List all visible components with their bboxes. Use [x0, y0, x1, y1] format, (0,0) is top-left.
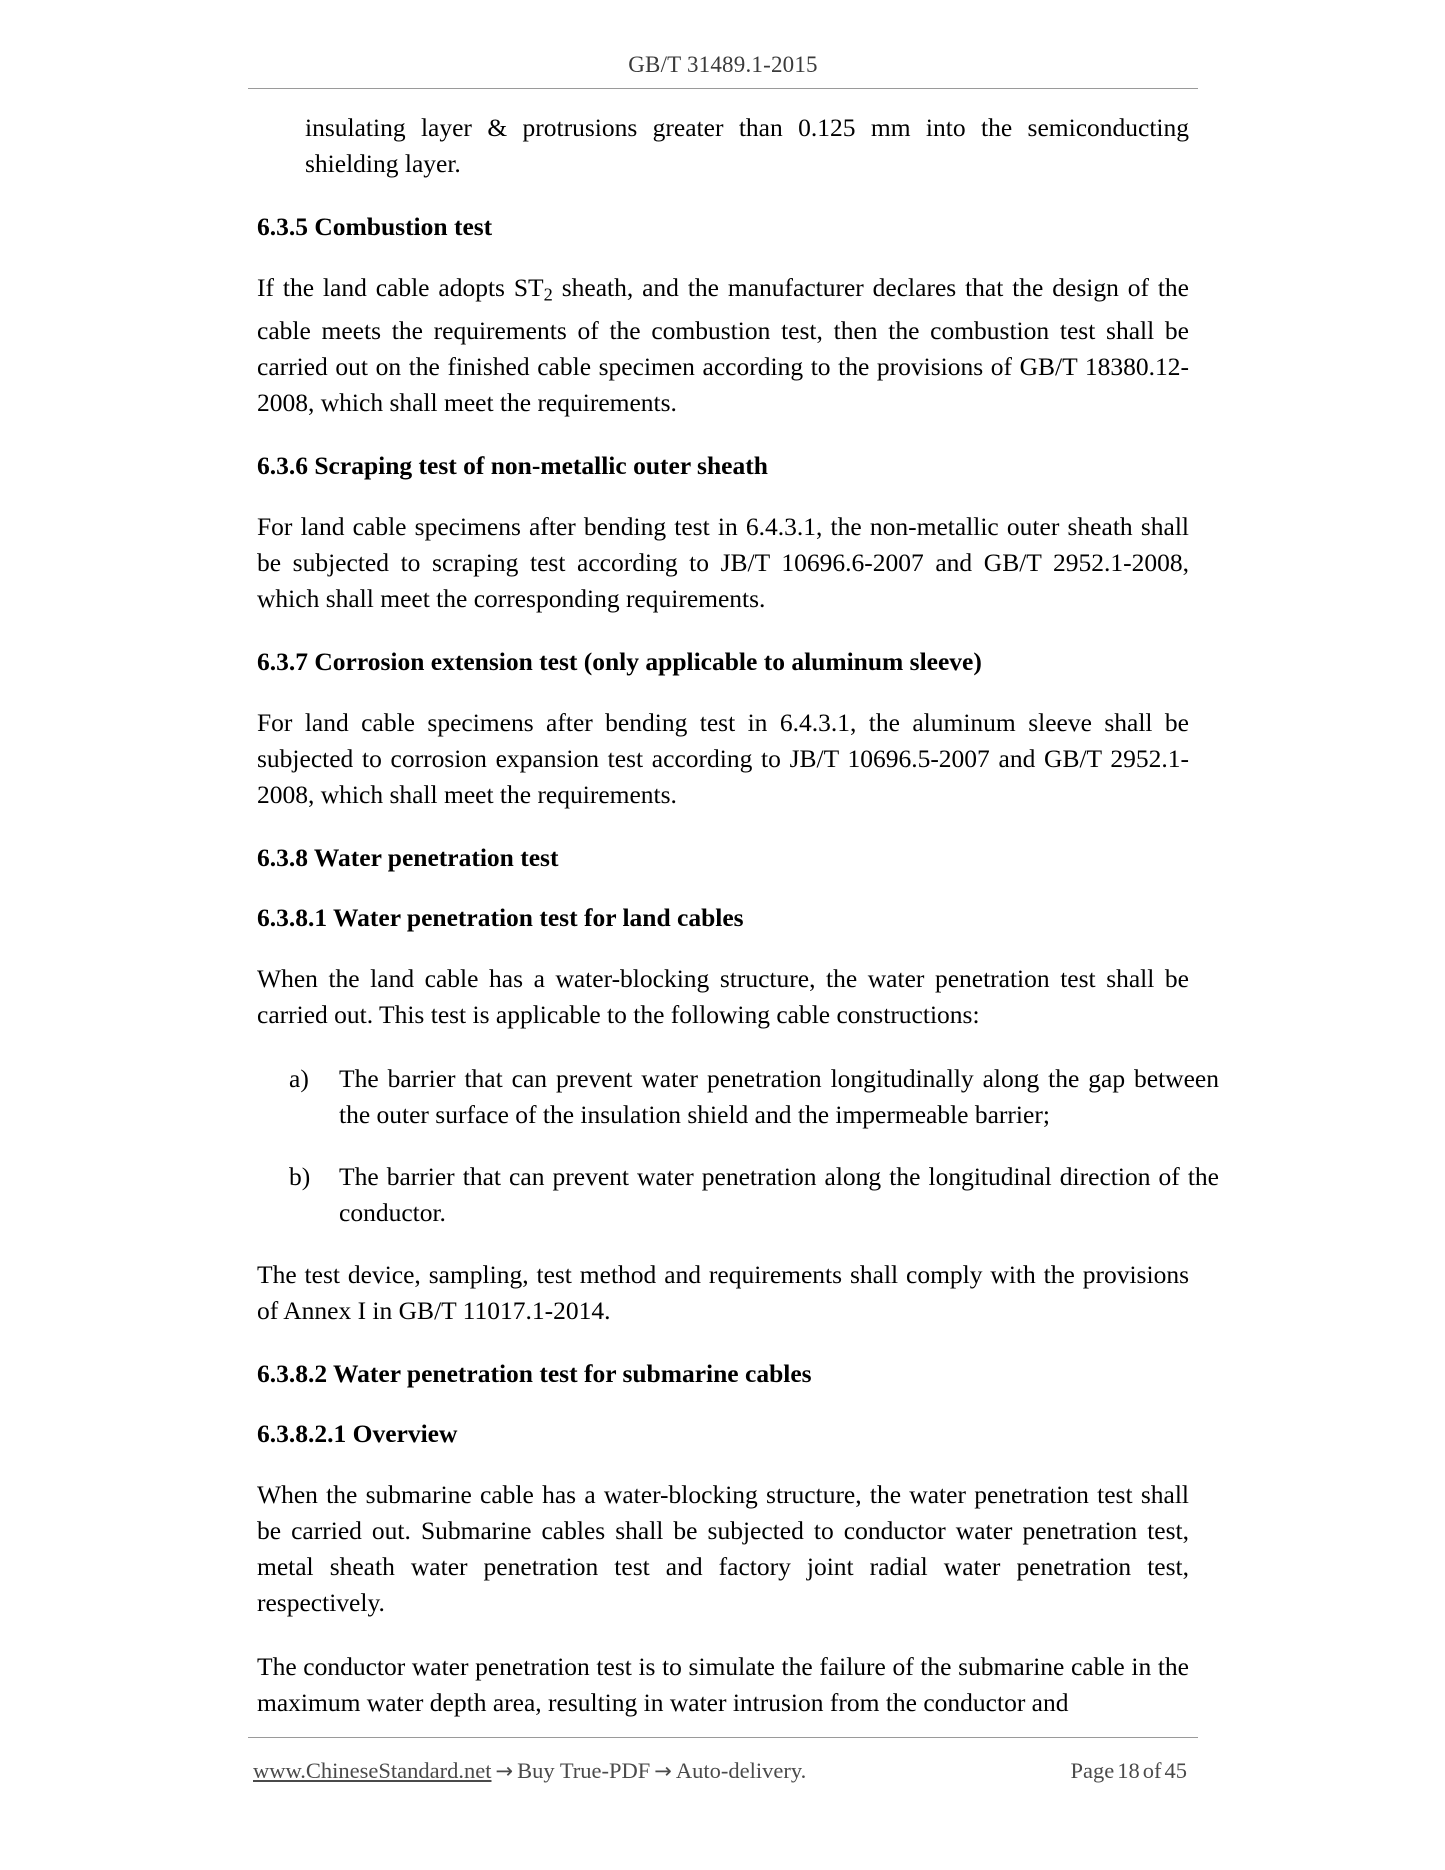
heading-6-3-7: 6.3.7 Corrosion extension test (only applicable to aluminum sleeve): [257, 646, 982, 676]
footer-delivery-text: Auto-delivery.: [675, 1758, 807, 1783]
list-item-text: The barrier that can prevent water penetration along the longitudinal direction of the conductor.: [339, 1161, 1219, 1227]
st2-subscript: 2: [543, 284, 553, 305]
cable-construction-list: [257, 1061, 1219, 1231]
list-item: [289, 1159, 1219, 1231]
list-item-marker: b): [289, 1161, 311, 1191]
paragraph-6-3-8-2-1-a: When the submarine cable has a water-blocking structure, the water penetration test shall be carried out. Submarine cables shall be subjected to conductor water penetration test, metal sheath water penetration test and factory joint radial water penetration test, respectively.: [257, 1479, 1189, 1617]
footer-promo: [253, 1758, 806, 1784]
standard-code-title: GB/T 31489.1-2015: [628, 52, 818, 77]
list-item-marker: a): [289, 1063, 309, 1093]
heading-6-3-8-2-1: 6.3.8.2.1 Overview: [257, 1418, 458, 1448]
page-header: [248, 52, 1198, 78]
paragraph-6-3-8-1: When the land cable has a water-blocking structure, the water penetration test shall be carried out. This test is applicable to the following cable constructions:: [257, 963, 1189, 1029]
paragraph-6-3-5-pre: If the land cable adopts ST: [257, 273, 544, 302]
arrow-right-icon: →: [495, 1759, 514, 1783]
heading-6-3-8-2: 6.3.8.2 Water penetration test for submarine cables: [257, 1358, 812, 1388]
paragraph-6-3-5: [257, 270, 1189, 421]
chinesestandard-link[interactable]: www.ChineseStandard.net: [253, 1758, 492, 1783]
total-page-number: 45: [1164, 1758, 1187, 1783]
paragraph-6-3-5-post: sheath, and the manufacturer declares that the design of the cable meets the requirements of the combustion test, then the combustion test shall be carried out on the finished cable specimen according to the provisions of GB/T 18380.12-2008, which shall meet the requirements.: [257, 273, 1189, 417]
paragraph-6-3-6: For land cable specimens after bending test in 6.4.3.1, the non-metallic outer sheath shall be subjected to scraping test according to JB/T 10696.6-2007 and GB/T 2952.1-2008, which shall meet the corresponding requirements.: [257, 511, 1189, 613]
page-label: Page: [1070, 1758, 1115, 1783]
footer-buy-text: Buy True-PDF: [517, 1758, 651, 1783]
paragraph-intro: insulating layer & protrusions greater than 0.125 mm into the semiconducting shielding layer.: [305, 113, 1189, 178]
heading-6-3-8-1: 6.3.8.1 Water penetration test for land cables: [257, 902, 744, 932]
list-item-text: The barrier that can prevent water penetration longitudinally along the gap between the outer surface of the insulation shield and the impermeable barrier;: [339, 1063, 1219, 1129]
header-divider: [248, 88, 1198, 89]
page-footer: [248, 1758, 1198, 1798]
list-item: [289, 1061, 1219, 1133]
paragraph-6-3-7: For land cable specimens after bending test in 6.4.3.1, the aluminum sleeve shall be subjected to corrosion expansion test according to JB/T 10696.5-2007 and GB/T 2952.1-2008, which shall meet the requirements.: [257, 707, 1189, 809]
of-label: of: [1142, 1758, 1162, 1783]
document-body: [257, 110, 1219, 1749]
paragraph-6-3-8-2-1-b: The conductor water penetration test is to simulate the failure of the submarine cable in the maximum water depth area, resulting in water intrusion from the conductor and: [257, 1651, 1189, 1717]
arrow-right-icon: →: [654, 1759, 672, 1783]
current-page-number: 18: [1117, 1758, 1140, 1783]
page-number-indicator: [1071, 1758, 1191, 1784]
heading-6-3-5: 6.3.5 Combustion test: [257, 212, 493, 241]
footer-divider: [248, 1737, 1198, 1738]
paragraph-annex-reference: The test device, sampling, test method and requirements shall comply with the provisions of Annex I in GB/T 11017.1-2014.: [257, 1259, 1189, 1325]
heading-6-3-6: 6.3.6 Scraping test of non-metallic outer sheath: [257, 450, 768, 480]
heading-6-3-8: 6.3.8 Water penetration test: [257, 842, 559, 872]
